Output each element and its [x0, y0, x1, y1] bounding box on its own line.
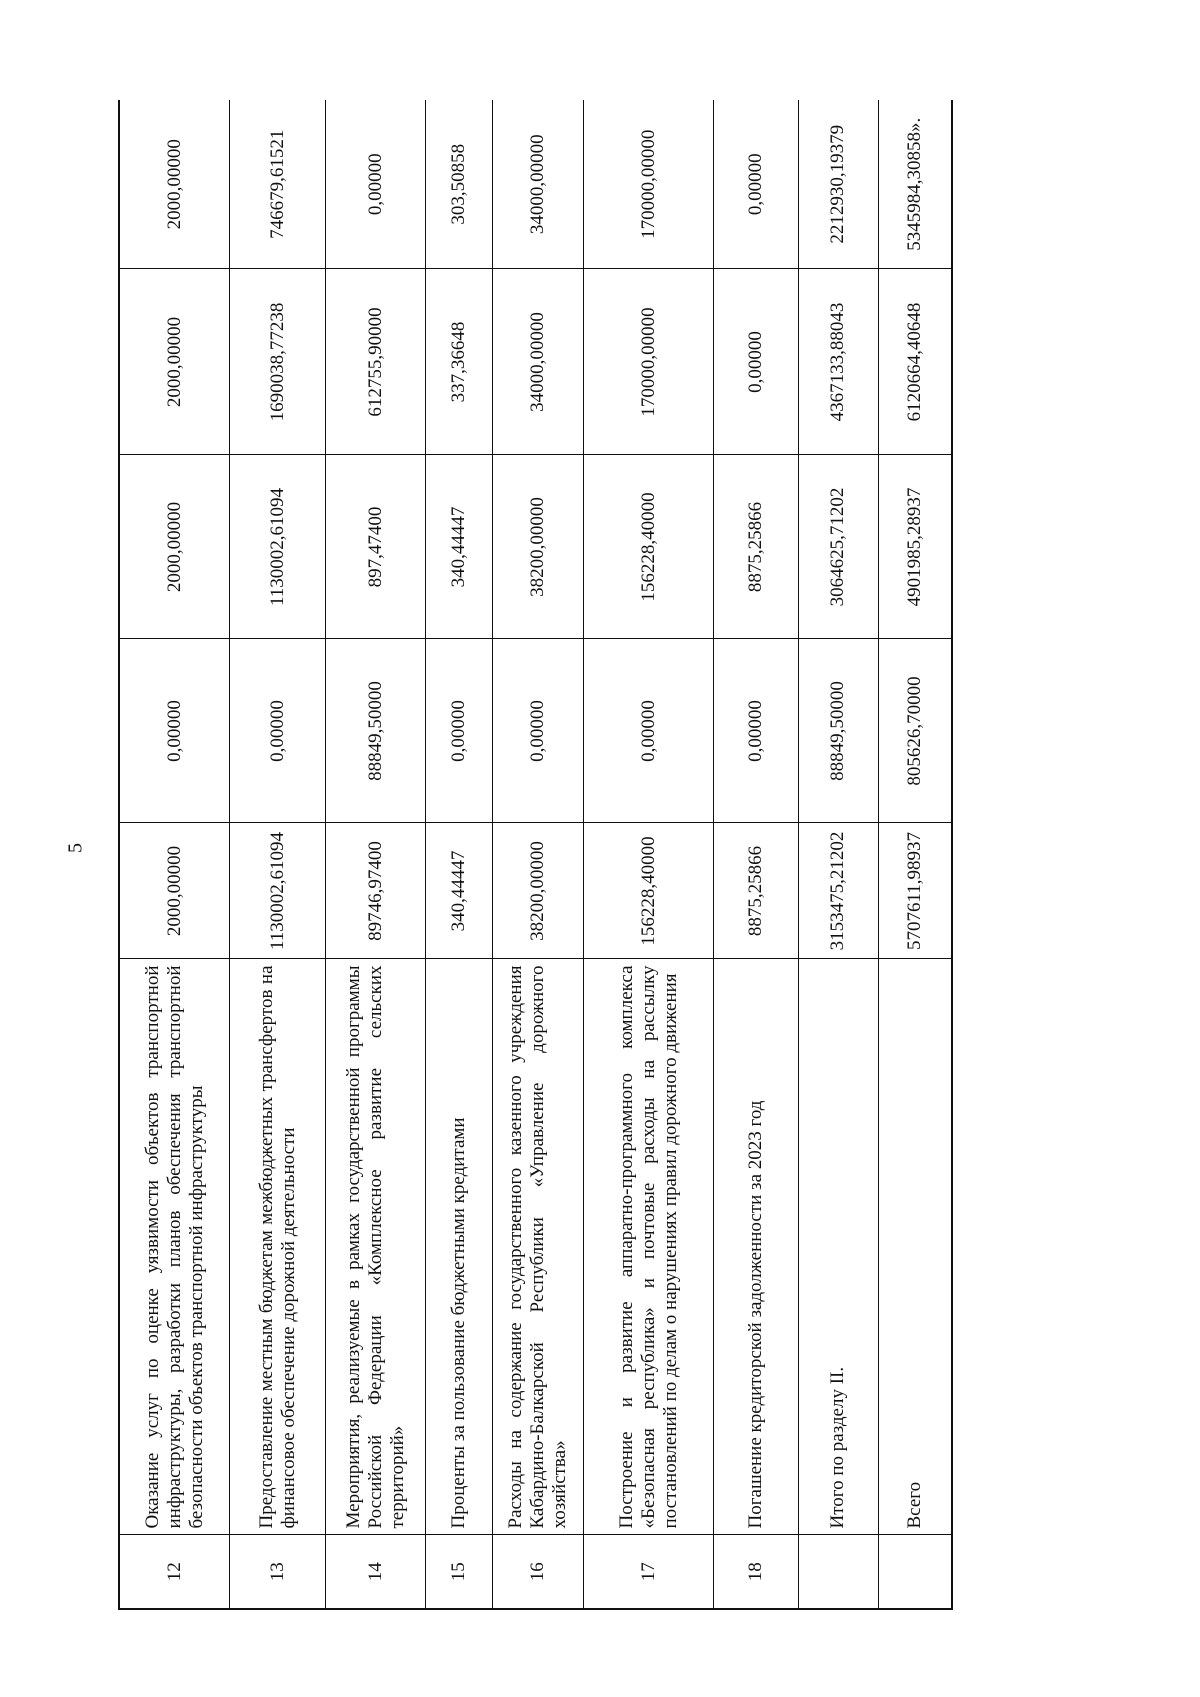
value-cell-1: 2000,00000 — [119, 823, 230, 959]
value-cell-3: 1130002,61094 — [230, 455, 326, 639]
value-cell-5: 0,00000 — [714, 100, 798, 269]
value-cell-5: 34000,00000 — [492, 100, 584, 269]
value-cell-5: 5345984,30858». — [878, 100, 952, 269]
row-name-cell: Оказание услуг по оценке уязвимости объектов транспортной инфраструктуры, разработки планов обеспечения транспортной безопасности объектов транспортной инфраструктуры — [119, 959, 230, 1535]
value-cell-4: 34000,00000 — [492, 269, 584, 455]
table-row — [119, 100, 230, 1609]
table-body — [119, 100, 952, 1609]
value-cell-2: 88849,50000 — [798, 639, 878, 823]
table-row — [326, 100, 426, 1609]
value-cell-1: 8875,25866 — [714, 823, 798, 959]
row-number-cell: 15 — [426, 1535, 492, 1609]
value-cell-3: 4901985,28937 — [878, 455, 952, 639]
value-cell-5: 2000,00000 — [119, 100, 230, 269]
row-name-cell: Итого по разделу II. — [798, 959, 878, 1535]
row-name-cell: Мероприятия, реализуемые в рамках государственной программы Российской Федерации «Комплексное развитие сельских территорий» — [326, 959, 426, 1535]
table-row — [878, 100, 952, 1609]
value-cell-3: 2000,00000 — [119, 455, 230, 639]
value-cell-4: 170000,00000 — [584, 269, 714, 455]
value-cell-5: 303,50858 — [426, 100, 492, 269]
table-row — [426, 100, 492, 1609]
value-cell-1: 3153475,21202 — [798, 823, 878, 959]
value-cell-5: 170000,00000 — [584, 100, 714, 269]
budget-table — [118, 100, 953, 1610]
value-cell-4: 1690038,77238 — [230, 269, 326, 455]
value-cell-2: 0,00000 — [584, 639, 714, 823]
value-cell-2: 0,00000 — [230, 639, 326, 823]
value-cell-5: 0,00000 — [326, 100, 426, 269]
row-number-cell: 17 — [584, 1535, 714, 1609]
table-row — [492, 100, 584, 1609]
page-number: 5 — [64, 843, 87, 853]
value-cell-2: 0,00000 — [714, 639, 798, 823]
value-cell-2: 0,00000 — [119, 639, 230, 823]
row-name-cell: Всего — [878, 959, 952, 1535]
value-cell-1: 156228,40000 — [584, 823, 714, 959]
table-row — [584, 100, 714, 1609]
value-cell-1: 340,44447 — [426, 823, 492, 959]
row-number-cell: 16 — [492, 1535, 584, 1609]
row-name-cell: Расходы на содержание государственного казенного учреждения Кабардино-Балкарской Республики «Управление дорожного хозяйства» — [492, 959, 584, 1535]
value-cell-4: 0,00000 — [714, 269, 798, 455]
value-cell-2: 805626,70000 — [878, 639, 952, 823]
value-cell-3: 38200,00000 — [492, 455, 584, 639]
value-cell-1: 89746,97400 — [326, 823, 426, 959]
value-cell-3: 897,47400 — [326, 455, 426, 639]
value-cell-4: 4367133,88043 — [798, 269, 878, 455]
value-cell-3: 8875,25866 — [714, 455, 798, 639]
budget-table-container — [118, 100, 953, 1610]
value-cell-3: 3064625,71202 — [798, 455, 878, 639]
row-number-cell: 13 — [230, 1535, 326, 1609]
value-cell-2: 88849,50000 — [326, 639, 426, 823]
value-cell-1: 5707611,98937 — [878, 823, 952, 959]
row-number-cell: 14 — [326, 1535, 426, 1609]
row-number-cell — [798, 1535, 878, 1609]
value-cell-2: 0,00000 — [426, 639, 492, 823]
value-cell-4: 337,36648 — [426, 269, 492, 455]
value-cell-5: 2212930,19379 — [798, 100, 878, 269]
value-cell-4: 2000,00000 — [119, 269, 230, 455]
row-name-cell: Построение и развитие аппаратно-программного комплекса «Безопасная республика» и почтовые расходы на рассылку постановлений по делам о нарушениях правил дорожного движения — [584, 959, 714, 1535]
value-cell-4: 6120664,40648 — [878, 269, 952, 455]
value-cell-1: 1130002,61094 — [230, 823, 326, 959]
value-cell-4: 612755,90000 — [326, 269, 426, 455]
table-row — [714, 100, 798, 1609]
row-number-cell: 18 — [714, 1535, 798, 1609]
value-cell-2: 0,00000 — [492, 639, 584, 823]
table-row — [798, 100, 878, 1609]
value-cell-5: 746679,61521 — [230, 100, 326, 269]
row-number-cell — [878, 1535, 952, 1609]
value-cell-3: 156228,40000 — [584, 455, 714, 639]
value-cell-1: 38200,00000 — [492, 823, 584, 959]
row-number-cell: 12 — [119, 1535, 230, 1609]
table-row — [230, 100, 326, 1609]
row-name-cell: Погашение кредиторской задолженности за 2023 год — [714, 959, 798, 1535]
row-name-cell: Предоставление местным бюджетам межбюджетных трансфертов на финансовое обеспечение дорожной деятельности — [230, 959, 326, 1535]
row-name-cell: Проценты за пользование бюджетными кредитами — [426, 959, 492, 1535]
value-cell-3: 340,44447 — [426, 455, 492, 639]
